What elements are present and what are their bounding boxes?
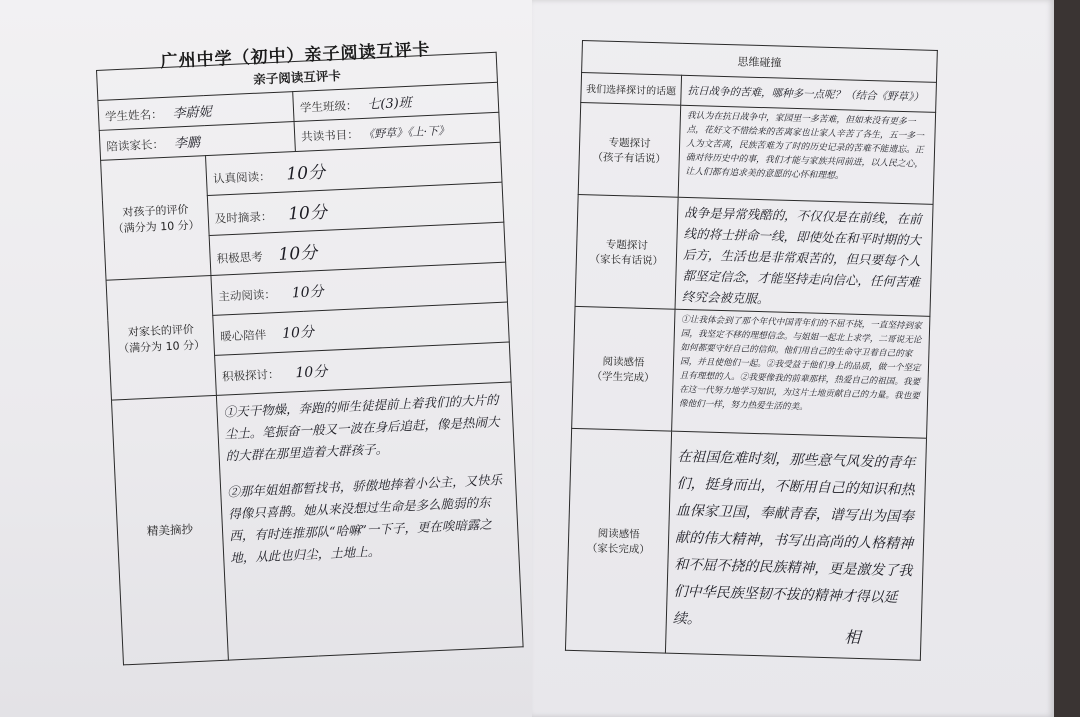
left-page (0, 0, 538, 717)
feel-parent-text: 在祖国危难时刻，那些意气风发的青年们，挺身而出，不断用自己的知识和热血保家卫国，奉献青春，谱写出为国奉献的伟大精神，书写出高尚的人格精神和不屈不挠的民族精神，更是激发了我们中华民族坚韧不拔的精神才得以延续。 (672, 448, 916, 628)
excerpt-2: ②那年姐姐都暂找书，骄傲地捧着小公主，又快乐得像只喜鹊。她从来没想过生命是多么脆弱的东西，有时连推那队“哈嘛”一下子，更在唉暗露之地，从此也归尘，土地上。 (226, 472, 503, 566)
signature: 相 (844, 627, 861, 648)
child-item-label: 及时摘录： (214, 209, 273, 226)
discuss-child-text: 我认为在抗日战争中，家园里一多苦难，但如来没有更多一点，花好文不惜绘来的苦离家也让家人辛苦了各生，五一多一人为文苦离，民族苦难为了时的历史记录的苦难不能遗忘。正确对待历史中的事，我们才能与家族共同前进，以人民之心，让人们都有追求美的意愿的心怀和理想。 (685, 110, 925, 182)
book-label: 共读书目： (300, 126, 359, 144)
discuss-child-label: 专题探讨 （孩子有话说） (578, 102, 681, 197)
child-item-score: 10分 (287, 202, 328, 225)
class-label: 学生班级： (299, 98, 358, 115)
excerpt-1: ①天干物燥，奔跑的师生徒提前上着我们的大片的尘土。笔振奋一般又一波在身后追赶，像是热闹大的大群在那里造着大群孩子。 (223, 392, 500, 464)
feel-parent-cell (665, 431, 926, 660)
child-item-score: 10分 (285, 162, 326, 185)
parent-item-score: 10分 (281, 323, 315, 342)
child-item-label: 认真阅读： (212, 169, 271, 186)
parent-name: 李鹏 (173, 135, 201, 152)
left-card (96, 39, 524, 666)
parent-eval-label: 对家长的评价 （满分为 10 分） (106, 275, 216, 400)
discuss-parent-text: 战争是异常残酷的，不仅仅是在前线，在前线的将士拼命一线，即使处在和平时期的大后方，生活也是非常艰苦的，但只要每个人都坚定信念，才能坚持走向信心，任何苦难终究会被克服。 (681, 204, 922, 307)
student-name-value: 李蔚妮 (172, 104, 212, 122)
right-page (532, 0, 1054, 717)
feel-student-label: 阅读感悟 （学生完成） (572, 306, 675, 431)
parent-item-label: 主动阅读： (218, 286, 277, 304)
parent-label: 陪读家长： (106, 137, 165, 154)
right-card-table (565, 40, 938, 661)
excerpt-label: 精美摘抄 (111, 395, 228, 664)
parent-item-score: 10分 (295, 363, 328, 381)
right-card (565, 40, 938, 661)
class-value: 七(3)班 (367, 95, 413, 113)
parent-item-score: 10分 (291, 283, 324, 301)
left-card-table (96, 52, 524, 666)
feel-parent-label: 阅读感悟 （家长完成） (565, 428, 671, 653)
feel-student-text: ①让我体会到了那个年代中国青年们的不屈不挠，一直坚持到家园，我坚定不移的理想信念。与姐姐一起北上求学，二哥说无论如何都要守好自己的信仰。他们用自己的生命守卫着自己的家园，并且使他们一起。②我受益于他们身上的品质，做一个坚定且有理想的人。②我要像我的前辈那样，热爱自己的祖国。我要在这一代努力地学习知识，为这片土地贡献自己的力量。我也要像他们一样，努力热爱生活的美。 (678, 314, 922, 413)
right-header: 思维碰撞 (582, 41, 938, 83)
child-item-score: 10分 (278, 243, 318, 265)
parent-item-label: 暖心陪伴 (219, 327, 267, 344)
discuss-child-cell (678, 105, 935, 204)
card-title: 广州中学（初中）亲子阅读互评卡 (160, 39, 431, 73)
discuss-parent-cell (675, 197, 933, 316)
student-name-label: 学生姓名： (104, 107, 163, 124)
card-table-header: 亲子阅读互评卡 (97, 52, 498, 100)
discuss-parent-label: 专题探讨 （家长有话说） (575, 194, 678, 309)
excerpt-cell (216, 382, 523, 660)
book-value: 《野草》《上·下》 (368, 123, 450, 141)
parent-item-label: 积极探讨： (221, 366, 280, 384)
child-eval-label: 对孩子的评价 （满分为 10 分） (101, 156, 211, 281)
feel-student-cell (672, 309, 930, 438)
topic-value: 抗日战争的苦难，哪种多一点呢？（结合《野草》） (681, 75, 937, 112)
topic-label: 我们选择探讨的话题 (581, 73, 682, 106)
child-item-label: 积极思考 (216, 249, 263, 266)
